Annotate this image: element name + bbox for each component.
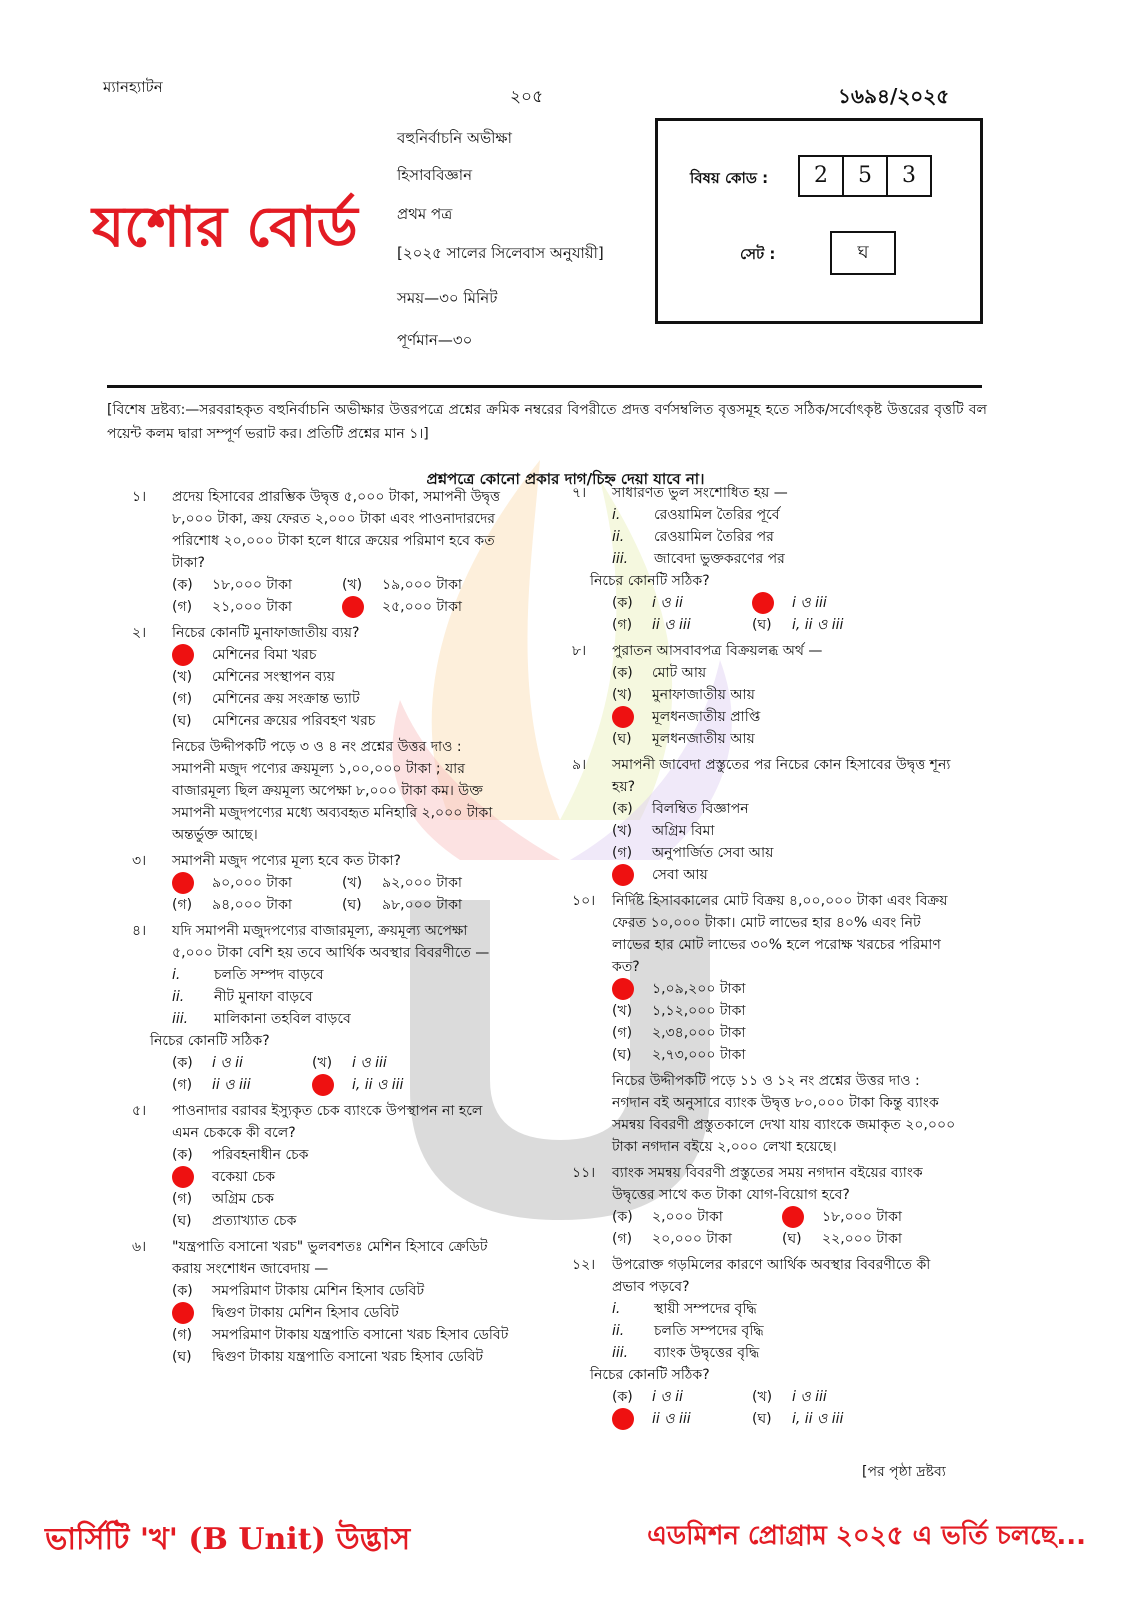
answer-dot <box>612 1408 634 1430</box>
option-text: ৯০,০০০ টাকা <box>212 875 292 891</box>
question-number: ১১। <box>572 1165 596 1181</box>
option-label: (ঘ) <box>752 617 772 633</box>
stimulus-text: নগদান বই অনুসারে ব্যাংক উদ্বৃত্ত ৮০,০০০ টাকা কিন্তু ব্যাংক সমন্বয় বিবরণী প্রস্তুতকালে দেখা যায় ব্যাংকে জমাকৃত ২০,০০০ টাকা নগদান বইয়ে ২,০০০ লেখা হয়েছে। <box>612 1095 956 1155</box>
code-digit: 5 <box>842 155 888 197</box>
question-11 <box>572 1162 957 1250</box>
statement-text: রেওয়ামিল তৈরির পর <box>654 529 774 545</box>
roman-label: iii. <box>612 551 629 567</box>
publisher-label: ম্যানহ্যাটন <box>103 78 163 96</box>
stimulus-11-12 <box>612 1070 957 1158</box>
answer-dot <box>172 872 194 894</box>
statement-text: জাবেদা ভুক্তকরণের পর <box>654 551 785 567</box>
option-text: i ও iii <box>352 1055 387 1071</box>
answer-dot <box>612 864 634 886</box>
option-label: (ঘ) <box>172 1213 192 1229</box>
roman-label: ii. <box>612 1323 625 1339</box>
subject-code-label: বিষয় কোড : <box>690 169 769 187</box>
option-text: মেশিনের ক্রয় সংক্রান্ত ভ্যাট <box>212 691 360 707</box>
statement-text: নীট মুনাফা বাড়বে <box>214 989 313 1005</box>
answer-dot <box>172 644 194 666</box>
option-text: i ও ii <box>652 595 683 611</box>
question-number: ৯। <box>572 757 587 773</box>
option-label: (গ) <box>172 599 193 615</box>
option-text: ২,৭৩,০০০ টাকা <box>652 1047 746 1063</box>
answer-dot <box>172 1302 194 1324</box>
question-number: ৫। <box>132 1103 147 1119</box>
option-text: ii ও iii <box>652 617 691 633</box>
option-label: (ক) <box>172 577 193 593</box>
question-6 <box>132 1236 512 1368</box>
question-number: ৭। <box>572 485 587 501</box>
option-label: (খ) <box>752 1389 773 1405</box>
question-number: ৪। <box>132 923 147 939</box>
roman-label: ii. <box>612 529 625 545</box>
option-text: সমপরিমাণ টাকায় যন্ত্রপাতি বসানো খরচ হিসাব ডেবিট <box>212 1327 509 1343</box>
answer-dot <box>782 1206 804 1228</box>
option-text: i ও iii <box>792 1389 827 1405</box>
question-text: পাওনাদার বরাবর ইস্যুকৃত চেক ব্যাংকে উপস্থাপন না হলে এমন চেককে কী বলে? <box>172 1103 483 1141</box>
option-label: (ক) <box>172 1147 193 1163</box>
roman-label: i. <box>612 507 621 523</box>
roman-label: i. <box>172 967 181 983</box>
statement-text: স্থায়ী সম্পদের বৃদ্ধি <box>654 1301 757 1317</box>
set-value: ঘ <box>830 231 896 275</box>
footer-brand: ভার্সিটি 'খ' (B Unit) উদ্ভাস <box>45 1522 411 1557</box>
option-label: (গ) <box>612 845 633 861</box>
question-12 <box>572 1254 957 1430</box>
question-7 <box>572 482 957 636</box>
special-instruction: [বিশেষ দ্রষ্টব্য:—সরবরাহকৃত বহুনির্বাচনি অভীক্ষার উত্তরপত্রে প্রশ্নের ক্রমিক নম্বরের বিপরীতে প্রদত্ত বর্ণসম্বলিত বৃত্তসমূহ হতে সঠিক/সর্বোৎকৃষ্ট উত্তরের বৃত্তটি বল পয়েন্ট কলম দ্বারা সম্পূর্ণ ভরাট কর। প্রতিটি প্রশ্নের মান ১।] <box>107 402 987 442</box>
question-number: ১০। <box>572 893 596 909</box>
footer-admission: এডমিশন প্রোগ্রাম ২০২৫ এ ভর্তি চলছে... <box>647 1521 1086 1551</box>
option-text: i ও iii <box>792 595 827 611</box>
page-number: ২০৫ <box>510 87 544 107</box>
option-text: ২,৩৪,০০০ টাকা <box>652 1025 746 1041</box>
option-label: (খ) <box>342 875 363 891</box>
option-text: ২১,০০০ টাকা <box>212 599 292 615</box>
option-text: মুনাফাজাতীয় আয় <box>652 687 755 703</box>
option-label: (গ) <box>612 617 633 633</box>
option-text: মেশিনের সংস্থাপন ব্যয় <box>212 669 335 685</box>
option-label: (খ) <box>312 1055 333 1071</box>
option-label: (খ) <box>172 669 193 685</box>
question-text: উপরোক্ত গড়মিলের কারণে আর্থিক অবস্থার বিবরণীতে কী প্রভাব পড়বে? <box>612 1257 931 1295</box>
answer-dot <box>612 706 634 728</box>
option-text: বকেয়া চেক <box>212 1169 275 1185</box>
question-code: ১৬৯৪/২০২৫ <box>838 84 950 108</box>
option-text: ৯৮,০০০ টাকা <box>382 897 462 913</box>
option-label: (খ) <box>342 577 363 593</box>
option-text: i, ii ও iii <box>792 617 844 633</box>
question-text: ব্যাংক সমন্বয় বিবরণী প্রস্তুতের সময় নগদান বইয়ের ব্যাংক উদ্বৃত্তের সাথে কত টাকা যোগ-বিয়োগ হবে? <box>612 1165 923 1203</box>
option-text: ii ও iii <box>652 1411 691 1427</box>
option-text: অনুপার্জিত সেবা আয় <box>652 845 774 861</box>
next-page-note: [পর পৃষ্ঠা দ্রষ্টব্য <box>862 1464 946 1480</box>
question-text: নির্দিষ্ট হিসাবকালের মোট বিক্রয় ৪,০০,০০০ টাকা এবং বিক্রয় ফেরত ১০,০০০ টাকা। মোট লাভের হার ৪০% এবং নিট লাভের হার মোট লাভের ৩০% হলে পরোক্ষ খরচের পরিমাণ কত? <box>612 893 948 975</box>
option-text: ১,১২,০০০ টাকা <box>652 1003 746 1019</box>
left-column <box>132 486 512 1372</box>
subject-code-digits <box>798 155 930 197</box>
question-text: সমাপনী মজুদ পণ্যের মূল্য হবে কত টাকা? <box>172 853 401 869</box>
option-text: প্রত্যাখ্যাত চেক <box>212 1213 297 1229</box>
subject-code-box <box>655 118 983 324</box>
option-text: i ও ii <box>212 1055 243 1071</box>
exam-type: বহুনির্বাচনি অভীক্ষা <box>397 129 512 147</box>
question-10 <box>572 890 957 1066</box>
option-text: i, ii ও iii <box>352 1077 404 1093</box>
statement-text: চলতি সম্পদের বৃদ্ধি <box>654 1323 764 1339</box>
question-8 <box>572 640 957 750</box>
option-label: (খ) <box>612 1003 633 1019</box>
question-text: নিচের কোনটি মুনাফাজাতীয় ব্যয়? <box>172 625 360 641</box>
statement-text: রেওয়ামিল তৈরির পূর্বে <box>654 507 780 523</box>
question-prompt: নিচের কোনটি সঠিক? <box>590 573 710 589</box>
question-5 <box>132 1100 512 1232</box>
code-digit: 2 <box>798 155 844 197</box>
question-number: ১২। <box>572 1257 596 1273</box>
option-label: (ঘ) <box>172 713 192 729</box>
option-label: (ঘ) <box>752 1411 772 1427</box>
question-number: ১। <box>132 489 147 505</box>
board-title: যশোর বোর্ড <box>92 194 358 260</box>
answer-dot <box>752 592 774 614</box>
option-label: (ক) <box>612 1209 633 1225</box>
exam-time: সময়—৩০ মিনিট <box>397 289 498 307</box>
statement-text: মালিকানা তহবিল বাড়বে <box>214 1011 351 1027</box>
option-label: (ক) <box>612 595 633 611</box>
option-text: ১,০৯,২০০ টাকা <box>652 981 746 997</box>
option-text: ২,০০০ টাকা <box>652 1209 723 1225</box>
option-text: অগ্রিম চেক <box>212 1191 274 1207</box>
right-column <box>572 482 957 1434</box>
question-number: ৮। <box>572 643 587 659</box>
roman-label: ii. <box>172 989 185 1005</box>
option-text: বিলম্বিত বিজ্ঞাপন <box>652 801 749 817</box>
option-text: ২৫,০০০ টাকা <box>382 599 462 615</box>
option-label: (ক) <box>612 1389 633 1405</box>
option-text: ২২,০০০ টাকা <box>822 1231 902 1247</box>
option-text: দ্বিগুণ টাকায় মেশিন হিসাব ডেবিট <box>212 1305 399 1321</box>
answer-dot <box>342 596 364 618</box>
question-text: পুরাতন আসবাবপত্র বিক্রয়লব্ধ অর্থ — <box>612 643 823 659</box>
option-label: (ঘ) <box>342 897 362 913</box>
question-2 <box>132 622 512 732</box>
option-label: (গ) <box>172 1077 193 1093</box>
option-label: (খ) <box>612 823 633 839</box>
stimulus-text: সমাপনী মজুদ পণ্যের ক্রয়মূল্য ১,০০,০০০ টাকা ; যার বাজারমূল্য ছিল ক্রয়মূল্য অপেক্ষা ৮,০০০ টাকা কম। উক্ত সমাপনী মজুদপণ্যের মধ্যে অব্যবহৃত মনিহারি ২,০০০ টাকা অন্তর্ভুক্ত আছে। <box>172 761 493 843</box>
no-mark-notice: প্রশ্নপত্রে কোনো প্রকার দাগ/চিহ্ন দেয়া যাবে না। <box>426 470 705 488</box>
answer-dot <box>612 978 634 1000</box>
option-text: ১৮,০০০ টাকা <box>822 1209 902 1225</box>
option-text: মেশিনের বিমা খরচ <box>212 647 317 663</box>
option-label: (ঘ) <box>172 1349 192 1365</box>
option-label: (গ) <box>612 1025 633 1041</box>
option-text: মূলধনজাতীয় প্রাপ্তি <box>652 709 761 725</box>
option-text: ৯৪,০০০ টাকা <box>212 897 292 913</box>
option-label: (ক) <box>612 665 633 681</box>
question-text: সমাপনী জাবেদা প্রস্তুতের পর নিচের কোন হিসাবের উদ্বৃত্ত শূন্য হয়? <box>612 757 951 795</box>
question-number: ৬। <box>132 1239 147 1255</box>
stimulus-intro: নিচের উদ্দীপকটি পড়ে ১১ ও ১২ নং প্রশ্নের উত্তর দাও : <box>612 1073 920 1089</box>
question-number: ২। <box>132 625 147 641</box>
question-prompt: নিচের কোনটি সঠিক? <box>150 1033 270 1049</box>
question-4 <box>132 920 512 1096</box>
question-9 <box>572 754 957 886</box>
paper-name: প্রথম পত্র <box>397 205 453 223</box>
question-text: প্রদেয় হিসাবের প্রারম্ভিক উদ্বৃত্ত ৫,০০০ টাকা, সমাপনী উদ্বৃত্ত ৮,০০০ টাকা, ক্রয় ফেরত ২,০০০ টাকা এবং পাওনাদারদের পরিশোধ ২০,০০০ টাকা হলে ধারে ক্রয়ের পরিমাণ হবে কত টাকা? <box>172 489 500 571</box>
option-label: (ক) <box>172 1283 193 1299</box>
option-text: অগ্রিম বিমা <box>652 823 715 839</box>
option-label: (গ) <box>172 691 193 707</box>
option-label: (ঘ) <box>782 1231 802 1247</box>
stimulus-intro: নিচের উদ্দীপকটি পড়ে ৩ ও ৪ নং প্রশ্নের উত্তর দাও : <box>172 739 462 755</box>
roman-label: i. <box>612 1301 621 1317</box>
option-text: মেশিনের ক্রয়ের পরিবহণ খরচ <box>212 713 376 729</box>
syllabus-note: [২০২৫ সালের সিলেবাস অনুযায়ী] <box>397 244 604 262</box>
option-label: (ঘ) <box>612 1047 632 1063</box>
question-text: "যন্ত্রপাতি বসানো খরচ" ভুলবশতঃ মেশিন হিসাবে ক্রেডিট করায় সংশোধন জাবেদায় — <box>172 1239 488 1277</box>
option-text: পরিবহনাধীন চেক <box>212 1147 309 1163</box>
roman-label: iii. <box>612 1345 629 1361</box>
question-text: সাধারণত ভুল সংশোধিত হয় — <box>612 485 788 501</box>
subject-name: হিসাববিজ্ঞান <box>397 166 473 184</box>
option-text: ১৯,০০০ টাকা <box>382 577 462 593</box>
question-prompt: নিচের কোনটি সঠিক? <box>590 1367 710 1383</box>
question-number: ৩। <box>132 853 147 869</box>
option-text: মোট আয় <box>652 665 707 681</box>
question-text: যদি সমাপনী মজুদপণ্যের বাজারমূল্য, ক্রয়মূল্য অপেক্ষা ৫,০০০ টাকা বেশি হয় তবে আর্থিক অবস্থার বিবরণীতে — <box>172 923 490 961</box>
option-label: (গ) <box>612 1231 633 1247</box>
option-text: মূলধনজাতীয় আয় <box>652 731 755 747</box>
option-label: (গ) <box>172 1327 193 1343</box>
option-label: (ক) <box>612 801 633 817</box>
option-label: (ঘ) <box>612 731 632 747</box>
option-label: (খ) <box>612 687 633 703</box>
stimulus-3-4 <box>172 736 512 846</box>
option-text: i ও ii <box>652 1389 683 1405</box>
full-marks: পূর্ণমান—৩০ <box>397 331 473 349</box>
option-text: ১৮,০০০ টাকা <box>212 577 292 593</box>
option-text: i, ii ও iii <box>792 1411 844 1427</box>
option-text: সেবা আয় <box>652 867 708 883</box>
question-3 <box>132 850 512 916</box>
set-label: সেট : <box>740 245 776 263</box>
option-text: ২০,০০০ টাকা <box>652 1231 732 1247</box>
header-divider <box>107 385 982 388</box>
question-1 <box>132 486 512 618</box>
answer-dot <box>312 1074 334 1096</box>
roman-label: iii. <box>172 1011 189 1027</box>
option-label: (ক) <box>172 1055 193 1071</box>
statement-text: চলতি সম্পদ বাড়বে <box>214 967 324 983</box>
option-text: দ্বিগুণ টাকায় যন্ত্রপাতি বসানো খরচ হিসাব ডেবিট <box>212 1349 484 1365</box>
option-label: (গ) <box>172 1191 193 1207</box>
answer-dot <box>172 1166 194 1188</box>
code-digit: 3 <box>886 155 932 197</box>
option-text: ii ও iii <box>212 1077 251 1093</box>
option-text: ৯২,০০০ টাকা <box>382 875 462 891</box>
option-text: সমপরিমাণ টাকায় মেশিন হিসাব ডেবিট <box>212 1283 425 1299</box>
statement-text: ব্যাংক উদ্বৃত্তের বৃদ্ধি <box>654 1345 760 1361</box>
option-label: (গ) <box>172 897 193 913</box>
